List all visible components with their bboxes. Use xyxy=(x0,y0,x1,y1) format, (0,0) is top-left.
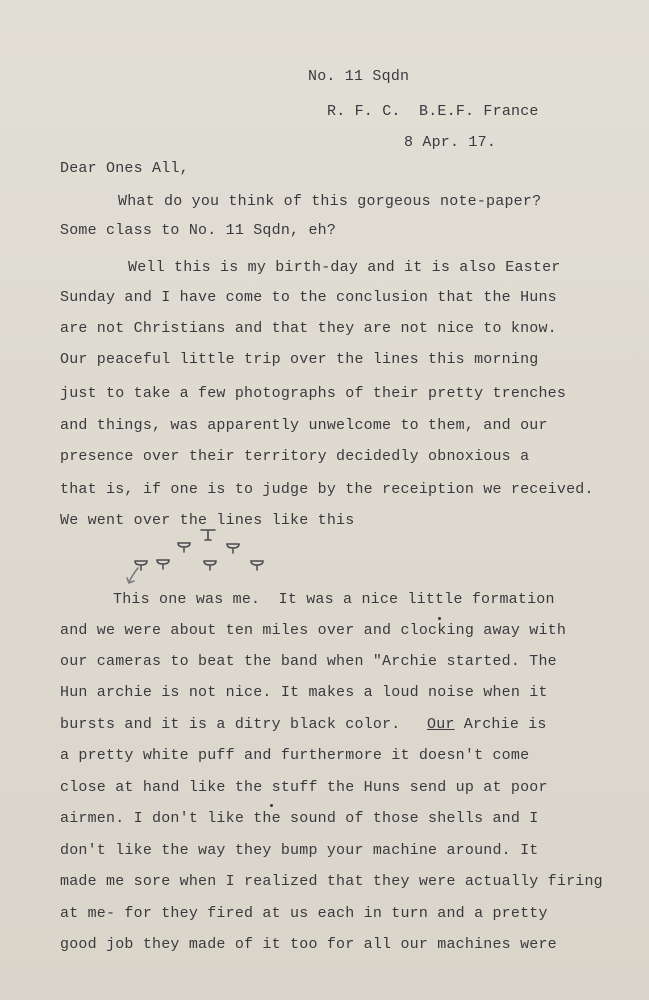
letter-line: just to take a few photographs of their pretty trenches xyxy=(60,385,567,402)
left-plane-icon xyxy=(177,540,191,554)
rear-middle-plane-icon xyxy=(203,558,217,572)
letter-line: Our peaceful little trip over the lines this morning xyxy=(60,351,539,368)
our-underlined: Our xyxy=(427,716,455,733)
letter-line: Hun archie is not nice. It makes a loud noise when it xyxy=(60,684,548,701)
right-plane-icon xyxy=(226,541,240,555)
lead-plane-icon xyxy=(199,527,217,543)
biplane-formation-sketch xyxy=(125,525,285,585)
letter-line: and things, was apparently unwelcome to them, and our xyxy=(60,417,548,434)
letter-line: airmen. I don't like the sound of those shells and I xyxy=(60,810,539,827)
letter-line: at me- for they fired at us each in turn and a pretty xyxy=(60,905,548,922)
letter-line: a pretty white puff and furthermore it doesn't come xyxy=(60,747,530,764)
letter-line: close at hand like the stuff the Huns send up at poor xyxy=(60,779,548,796)
letter-line: Well this is my birth-day and it is also Easter xyxy=(128,259,561,276)
archie-is-text: Archie is xyxy=(454,716,547,733)
letter-line: are not Christians and that they are not nice to know. xyxy=(60,320,557,337)
pencil-mark xyxy=(438,617,441,620)
letter-line: Sunday and I have come to the conclusion that the Huns xyxy=(60,289,557,306)
letter-line: bursts and it is a ditry black color. xyxy=(60,716,401,733)
arrow-icon xyxy=(124,566,144,588)
rear-left-2-plane-icon xyxy=(156,557,170,571)
letter-line: don't like the way they bump your machine around. It xyxy=(60,842,539,859)
letter-line: presence over their territory decidedly obnoxious a xyxy=(60,448,530,465)
letter-line: Some class to No. 11 Sqdn, eh? xyxy=(60,222,337,239)
salutation: Dear Ones All, xyxy=(60,160,189,177)
letter-line: This one was me. It was a nice little formation xyxy=(113,591,555,608)
letter-line: our cameras to beat the band when "Archie started. The xyxy=(60,653,557,670)
letter-line: that is, if one is to judge by the receiption we received. xyxy=(60,481,594,498)
underlined-word xyxy=(427,716,547,734)
header-unit: No. 11 Sqdn xyxy=(308,68,410,85)
rear-right-plane-icon xyxy=(250,558,264,572)
letter-line: We went over the lines like this xyxy=(60,512,355,529)
letter-line: What do you think of this gorgeous note-paper? xyxy=(118,193,542,210)
pencil-mark xyxy=(270,804,273,807)
letter-line: good job they made of it too for all our machines were xyxy=(60,936,557,953)
header-date: 8 Apr. 17. xyxy=(404,134,497,151)
letter-line: and we were about ten miles over and clocking away with xyxy=(60,622,567,639)
header-location: R. F. C. B.E.F. France xyxy=(327,103,539,120)
letter-line: made me sore when I realized that they were actually firing xyxy=(60,873,603,890)
